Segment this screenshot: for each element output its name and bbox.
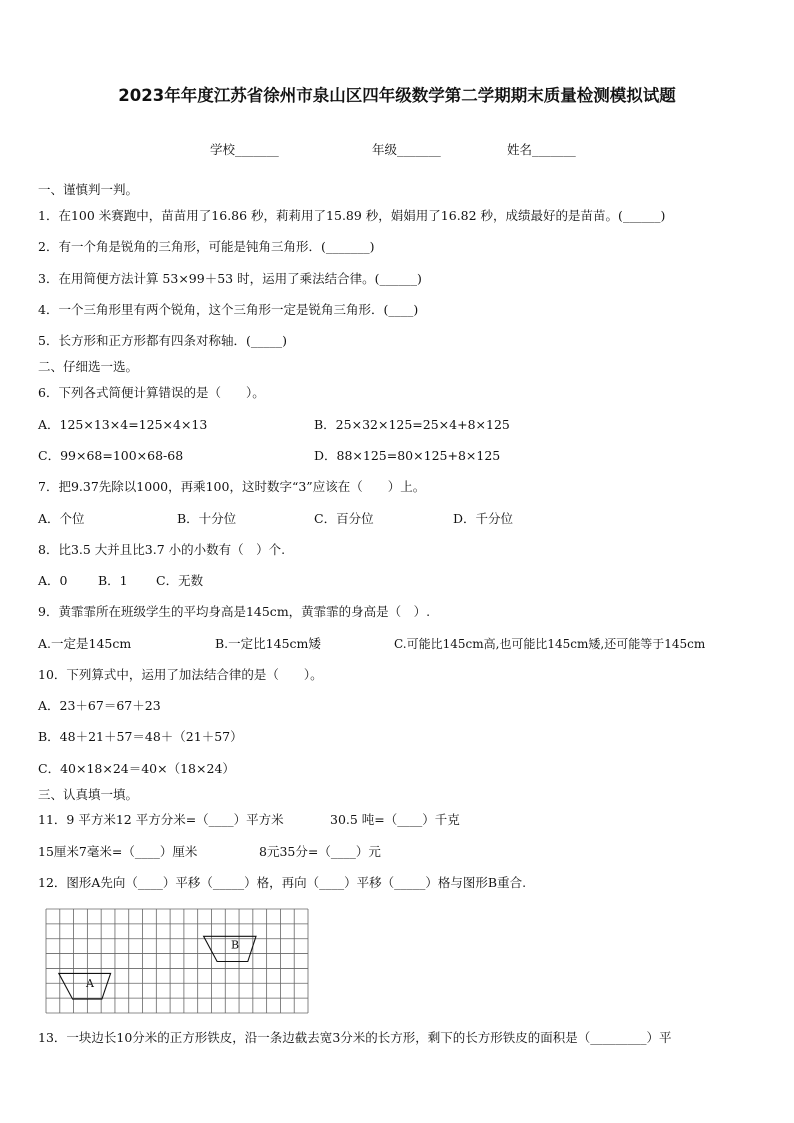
translation-grid-figure bbox=[45, 908, 309, 1014]
question-13: 13．一块边长10分米的正方形铁皮，沿一条边截去宽3分米的长方形，剩下的长方形铁皮的面积是（_________）平 bbox=[38, 1030, 672, 1045]
question-5: 5．长方形和正方形都有四条对称轴．(_____) bbox=[38, 333, 287, 348]
question-12: 12．图形A先向（____）平移（_____）格，再向（____）平移（_____）格与图形B重合. bbox=[38, 875, 527, 890]
question-3: 3．在用简便方法计算 53×99＋53 时，运用了乘法结合律。(______) bbox=[38, 271, 422, 286]
shape-b-label: B bbox=[231, 938, 240, 952]
question-2: 2．有一个角是锐角的三角形，可能是钝角三角形．(_______) bbox=[38, 239, 375, 254]
question-7-option-c: C．百分位 bbox=[314, 511, 374, 526]
question-9: 9．黄霏霏所在班级学生的平均身高是145cm，黄霏霏的身高是（ ）. bbox=[38, 604, 431, 619]
question-10: 10．下列算式中，运用了加法结合律的是（ ）。 bbox=[38, 667, 323, 682]
question-9-option-a: A.一定是145cm bbox=[38, 636, 132, 651]
question-10-option-c: C．40×18×24＝40×（18×24） bbox=[38, 761, 235, 776]
shape-a-label: A bbox=[86, 977, 94, 990]
section-heading-3: 三、认真填一填。 bbox=[38, 787, 139, 802]
question-11-part-3: 15厘米7毫米=（____）厘米 bbox=[38, 844, 198, 859]
question-7-option-b: B．十分位 bbox=[177, 511, 237, 526]
question-9-option-b: B.一定比145cm矮 bbox=[215, 636, 321, 651]
question-6-option-b: B．25×32×125=25×4+8×125 bbox=[314, 417, 510, 432]
question-4: 4．一个三角形里有两个锐角，这个三角形一定是锐角三角形．(____) bbox=[38, 302, 419, 317]
question-6: 6．下列各式简便计算错误的是（ ）。 bbox=[38, 385, 265, 400]
page-title: 2023年年度江苏省徐州市泉山区四年级数学第二学期期末质量检测模拟试题 bbox=[118, 86, 676, 105]
question-7: 7．把9.37先除以1000，再乘100，这时数字“3”应该在（ ）上。 bbox=[38, 479, 426, 494]
question-1: 1．在100 米赛跑中，苗苗用了16.86 秒，莉莉用了15.89 秒，娟娟用了16.82 秒，成绩最好的是苗苗。(______) bbox=[38, 208, 666, 223]
question-11-part-1: 11．9 平方米12 平方分米=（____）平方米 bbox=[38, 812, 284, 827]
question-10-option-a: A．23＋67＝67＋23 bbox=[38, 698, 161, 713]
question-6-option-d: D．88×125=80×125+8×125 bbox=[314, 448, 501, 463]
section-heading-1: 一、谨慎判一判。 bbox=[38, 182, 139, 197]
school-field: 学校_______ bbox=[210, 142, 279, 157]
grade-field: 年级_______ bbox=[372, 142, 441, 157]
question-8-option-c: C．无数 bbox=[156, 573, 204, 588]
question-6-option-c: C．99×68=100×68-68 bbox=[38, 448, 184, 463]
question-8-option-a: A．0 bbox=[38, 573, 68, 588]
question-7-option-a: A．个位 bbox=[38, 511, 85, 526]
shape-a bbox=[59, 973, 111, 999]
question-7-option-d: D．千分位 bbox=[453, 511, 514, 526]
section-heading-2: 二、仔细选一选。 bbox=[38, 359, 139, 374]
question-6-option-a: A．125×13×4=125×4×13 bbox=[38, 417, 208, 432]
question-8: 8．比3.5 大并且比3.7 小的小数有（ ）个. bbox=[38, 542, 286, 557]
question-11-part-2: 30.5 吨=（____）千克 bbox=[330, 812, 460, 827]
question-9-option-c: C.可能比145cm高,也可能比145cm矮,还可能等于145cm bbox=[394, 637, 706, 651]
name-field: 姓名_______ bbox=[507, 142, 576, 157]
grid-lines bbox=[46, 909, 308, 1013]
question-8-option-b: B．1 bbox=[98, 573, 128, 588]
question-11-part-4: 8元35分=（____）元 bbox=[259, 844, 381, 859]
question-10-option-b: B．48＋21＋57＝48＋（21＋57） bbox=[38, 729, 243, 744]
